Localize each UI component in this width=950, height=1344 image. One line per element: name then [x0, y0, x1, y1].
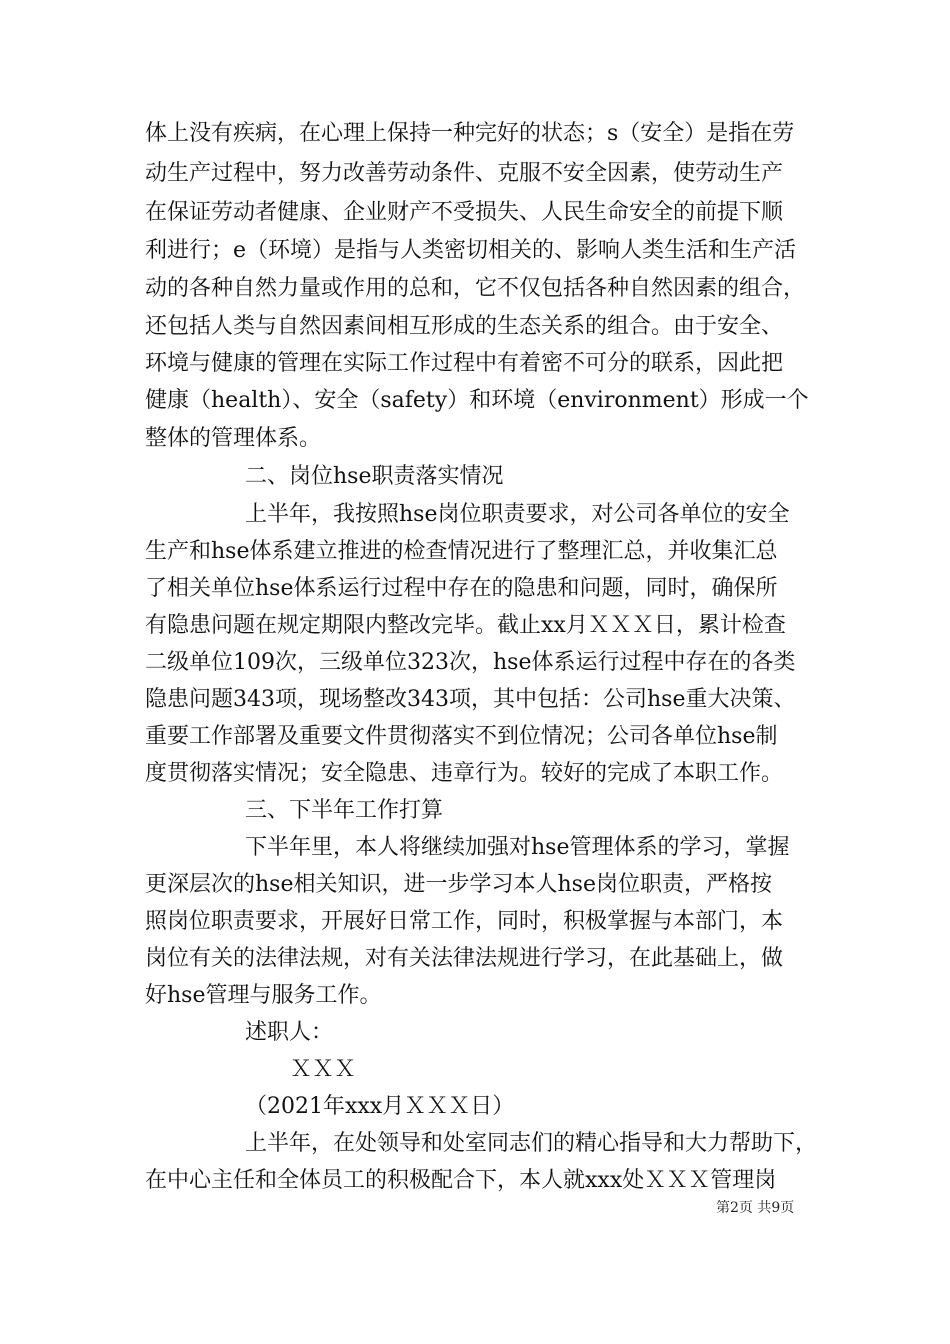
body-text-line: 有隐患问题在规定期限内整改完毕。截止xx月ＸＸＸ日，累计检查 [145, 613, 786, 638]
body-text-line: 利进行；e（环境）是指与人类密切相关的、影响人类生活和生产活 [145, 238, 797, 263]
body-text-line: 上半年，我按照hse岗位职责要求，对公司各单位的安全 [245, 502, 790, 527]
body-text-line: 岗位有关的法律法规，对有关法律法规进行学习，在此基础上，做 [145, 946, 784, 971]
body-text-line: 了相关单位hse体系运行过程中存在的隐患和问题，同时，确保所 [145, 576, 778, 601]
body-text-line: 二级单位109次，三级单位323次，hse体系运行过程中存在的各类 [145, 650, 796, 675]
body-text-line: 照岗位职责要求，开展好日常工作，同时，积极掌握与本部门，本 [145, 909, 784, 934]
body-text-line: 整体的管理体系。 [145, 426, 322, 451]
body-text-line: 动生产过程中，努力改善劳动条件、克服不安全因素，使劳动生产 [145, 161, 784, 186]
body-text-line: 动的各种自然力量或作用的总和，它不仅包括各种自然因素的组合， [145, 276, 806, 301]
section-heading: 二、岗位hse职责落实情况 [245, 464, 504, 489]
body-text-line: 度贯彻落实情况；安全隐患、违章行为。较好的完成了本职工作。 [145, 761, 784, 786]
body-text-line: 在保证劳动者健康、企业财产不受损失、人民生命安全的前提下顺 [145, 200, 784, 225]
signature-name: ＸＸＸ [290, 1057, 357, 1082]
body-text-line: 好hse管理与服务工作。 [145, 983, 382, 1008]
page-number-footer: 第2页 共9页 [716, 1200, 795, 1216]
body-text-line: 隐患问题343项，现场整改343项，其中包括：公司hse重大决策、 [145, 687, 796, 712]
body-text-line: 环境与健康的管理在实际工作过程中有着密不可分的联系，因此把 [145, 351, 784, 376]
body-text-line: 生产和hse体系建立推进的检查情况进行了整理汇总，并收集汇总 [145, 539, 778, 564]
body-text-line: 重要工作部署及重要文件贯彻落实不到位情况；公司各单位hse制 [145, 724, 778, 749]
body-text-line: 健康（health）、安全（safety）和环境（environment）形成一个 [145, 388, 809, 413]
body-text-line: 在中心主任和全体员工的积极配合下，本人就xxx处ＸＸＸ管理岗 [145, 1168, 777, 1193]
section-heading: 三、下半年工作打算 [245, 798, 444, 823]
body-text-line: 还包括人类与自然因素间相互形成的生态关系的组合。由于安全、 [145, 314, 784, 339]
body-text-line: 体上没有疾病，在心理上保持一种完好的状态；s（安全）是指在劳 [145, 121, 795, 146]
signature-label: 述职人： [245, 1020, 334, 1045]
signature-date: （2021年xxx月ＸＸＸ日） [245, 1094, 515, 1119]
body-text-line: 更深层次的hse相关知识，进一步学习本人hse岗位职责，严格按 [145, 872, 772, 897]
body-text-line: 上半年，在处领导和处室同志们的精心指导和大力帮助下， [245, 1131, 818, 1156]
body-text-line: 下半年里，本人将继续加强对hse管理体系的学习，掌握 [245, 835, 790, 860]
